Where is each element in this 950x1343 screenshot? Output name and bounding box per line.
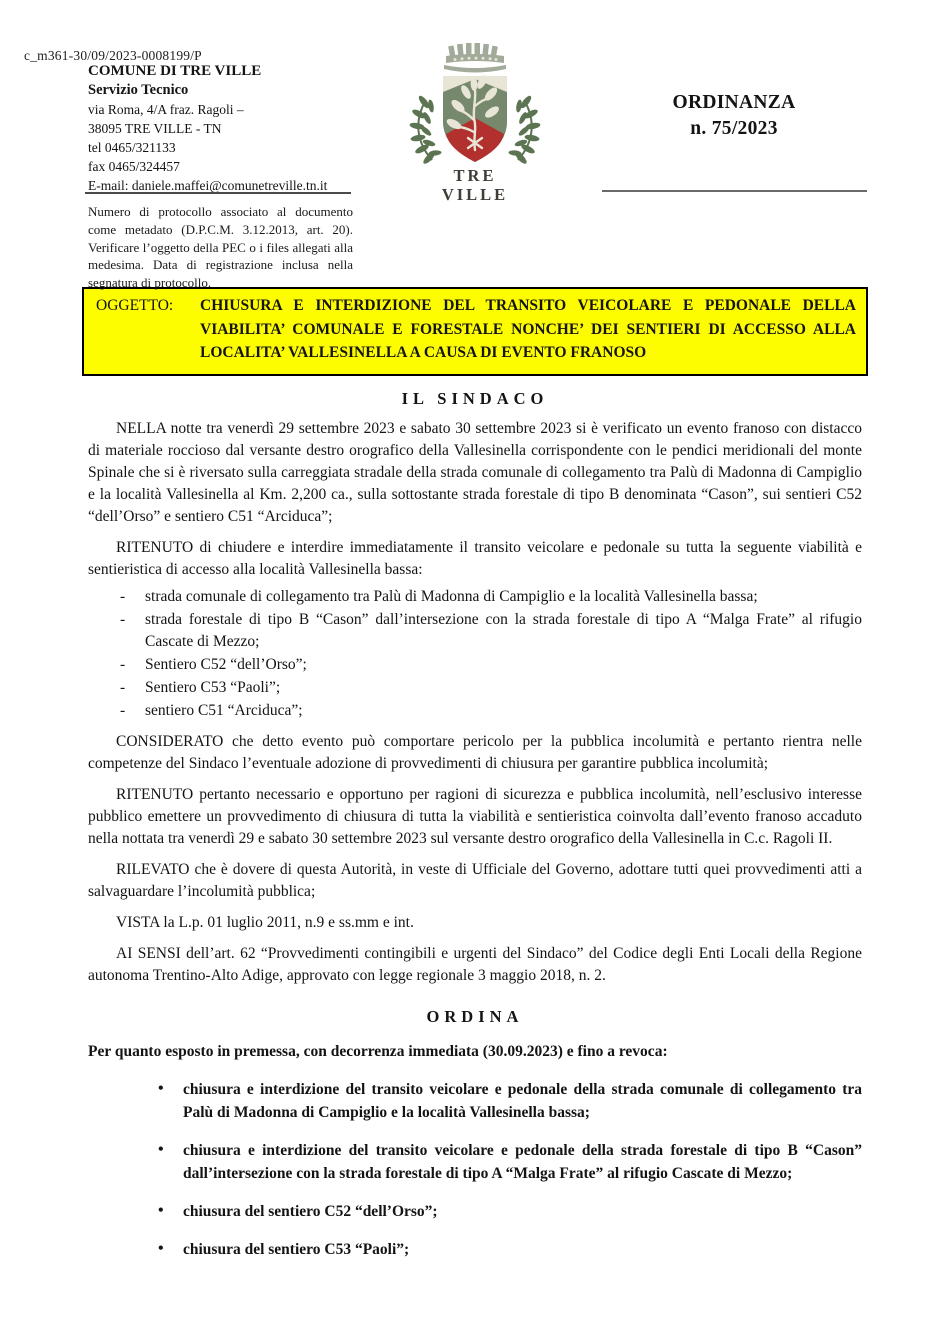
ordinance-title: ORDINANZA [672, 92, 796, 113]
closure-list [88, 586, 862, 722]
coat-of-arms-icon [402, 38, 548, 166]
heading-il-sindaco: IL SINDACO [401, 388, 549, 408]
sender-letterhead [88, 62, 356, 195]
letterhead-header [0, 0, 950, 291]
order-intro: Per quanto esposto in premessa, con decorrenza immediata (30.09.2023) e fino a revoca: [88, 1042, 668, 1060]
address-line-2: 38095 TRE VILLE - TN [88, 121, 222, 136]
laurel-branch-left [409, 94, 442, 165]
municipality-name: COMUNE DI TRE VILLE [88, 63, 262, 79]
laurel-branch-right [508, 94, 541, 165]
paragraph-ritenuto-2: RITENUTO pertanto necessario e opportuno per ragioni di sicurezza e pubblica incolumità, nell’esclusivo interesse pubblico emettere un provvedimento di chiusura di tutta la viabilità e sentieristica coinvolta dall’evento franoso accaduto nella nottata tra venerdì 29 e sabato 30 settembre 2023 sul versante destro orografico della Vallesinella in C.c. Ragoli II. [88, 785, 862, 847]
phone-line: tel 0465/321133 [88, 140, 176, 155]
fax-line: fax 0465/324457 [88, 159, 180, 174]
paragraph-ritenuto: RITENUTO di chiudere e interdire immediatamente il transito veicolare e pedonale su tutta la seguente viabilità e sentieristica di accesso alla località Vallesinella bassa: [88, 538, 862, 578]
list-item [88, 677, 862, 699]
paragraph-considerato: CONSIDERATO che detto evento può comportare pericolo per la pubblica incolumità e pertanto rientra nelle competenze del Sindaco l’eventuale adozione di provvedimenti di chiusura per garantire pubblica incolumità; [88, 732, 862, 772]
paragraph-rilevato: RILEVATO che è dovere di questa Autorità, in veste di Ufficiale del Governo, adottare tutti quei provvedimenti atti a salvaguardare l’incolumità pubblica; [88, 860, 862, 900]
ordinance-body [0, 389, 950, 1261]
bullet-marker: • [158, 1201, 164, 1219]
list-item-text: strada comunale di collegamento tra Palù di Madonna di Campiglio e la località Vallesinella bassa; [145, 587, 758, 605]
dash-marker: - [120, 701, 126, 719]
office-name: Servizio Tecnico [88, 82, 189, 98]
bullet-marker: • [158, 1079, 164, 1097]
order-item [88, 1238, 862, 1261]
order-item [88, 1200, 862, 1223]
heading-ordina: ORDINA [426, 1006, 524, 1026]
crest-motto-line-2: VILLE [441, 185, 509, 204]
email-line: E-mail: daniele.maffei@comunetreville.tn.it [88, 178, 328, 193]
list-item [88, 700, 862, 722]
order-item-text: chiusura e interdizione del transito veicolare e pedonale della strada forestale di tipo B “Cason” dall’intersezione con la strada forestale di tipo A “Malga Frate” al rifugio Cascate di Mezzo; [183, 1141, 862, 1182]
order-item-text: chiusura e interdizione del transito veicolare e pedonale della strada comunale di collegamento tra Palù di Madonna di Campiglio e la località Vallesinella bassa; [183, 1080, 862, 1121]
list-item [88, 609, 862, 653]
paragraph-vista: VISTA la L.p. 01 luglio 2011, n.9 e ss.mm e int. [116, 913, 414, 931]
crest-motto-line-1: TRE [453, 166, 497, 185]
order-item-text: chiusura del sentiero C52 “dell’Orso”; [183, 1202, 438, 1220]
ordinance-title-block [600, 90, 868, 142]
bullet-marker: • [158, 1140, 164, 1158]
list-item-text: Sentiero C52 “dell’Orso”; [145, 655, 307, 673]
dash-marker: - [120, 655, 126, 673]
paragraph-nella: NELLA notte tra venerdì 29 settembre 2023 e sabato 30 settembre 2023 si è verificato un evento franoso con distacco di materiale roccioso dal versante destro orografico della Vallesinella corrispondente con le pendici meridionali del monte Spinale che si è riversato sulla carreggiata stradale della strada comunale di collegamento tra Palù di Madonna di Campiglio e la località Vallesinella al Km. 2,200 ca., sulla sottostante strada forestale di tipo B denominata “Cason”, sui sentieri C52 “dell’Orso” e sentiero C51 “Arciduca”; [88, 419, 862, 525]
protocol-number: c_m361-30/09/2023-0008199/P [24, 48, 202, 63]
dash-marker: - [120, 678, 126, 696]
ordinance-number: n. 75/2023 [690, 118, 778, 139]
order-item [88, 1139, 862, 1185]
order-item-text: chiusura del sentiero C53 “Paoli”; [183, 1240, 410, 1258]
subject-label: OGGETTO: [96, 297, 174, 314]
dash-marker: - [120, 587, 126, 605]
left-divider-line [85, 192, 351, 194]
list-item [88, 586, 862, 608]
subject-text: CHIUSURA E INTERDIZIONE DEL TRANSITO VEICOLARE E PEDONALE DELLA VIABILITA’ COMUNALE E FORESTALE NONCHE’ DEI SENTIERI DI ACCESSO ALLA LOCALITA’ VALLESINELLA A CAUSA DI EVENTO FRANOSO [200, 297, 856, 361]
bullet-marker: • [158, 1239, 164, 1257]
dash-marker: - [120, 610, 126, 628]
list-item-text: sentiero C51 “Arciduca”; [145, 701, 303, 719]
order-item [88, 1078, 862, 1124]
protocol-metadata-note: Numero di protocollo associato al documento come metadato (D.P.C.M. 3.12.2013, art. 20). Verificare l’oggetto della PEC o i files allegati alla medesima. Data di registrazione inclusa nella segnatura di protocollo. [88, 204, 353, 291]
paragraph-ai-sensi: AI SENSI dell’art. 62 “Provvedimenti contingibili e urgenti del Sindaco” del Codice degli Enti Locali della Regione autonoma Trentino-Alto Adige, approvato con legge regionale 3 maggio 2018, n. 2. [88, 944, 862, 984]
address-line-1: via Roma, 4/A fraz. Ragoli – [88, 102, 244, 117]
list-item [88, 654, 862, 676]
list-item-text: strada forestale di tipo B “Cason” dall’intersezione con la strada forestale di tipo A “Malga Frate” al rifugio Cascate di Mezzo; [145, 610, 862, 650]
right-divider-line [602, 190, 867, 192]
order-list [88, 1078, 862, 1261]
tre-ville-crest [402, 38, 548, 204]
list-item-text: Sentiero C53 “Paoli”; [145, 678, 281, 696]
subject-highlight-box [82, 287, 868, 376]
